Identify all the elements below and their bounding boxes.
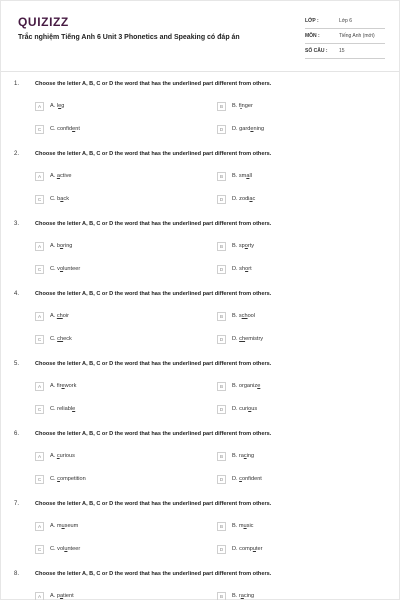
answer-option[interactable] — [217, 591, 254, 600]
option-text-part: sic — [246, 523, 254, 529]
question-item — [1, 571, 400, 600]
option-text — [50, 546, 80, 552]
underlined-part: e — [250, 126, 254, 132]
meta-value: Lớp 6 — [339, 18, 353, 24]
option-text-part: zodi — [239, 196, 250, 202]
underlined-part: a — [59, 593, 64, 599]
question-item — [1, 81, 400, 151]
underlined-part: e — [61, 383, 65, 389]
question-text: Choose the letter A, B, C or D the word that has the underlined part different from others. — [35, 431, 272, 437]
question-number: 8. — [14, 571, 20, 577]
answer-option[interactable] — [35, 194, 69, 204]
option-text-part: s — [238, 313, 242, 319]
option-text — [232, 313, 255, 319]
option-text-part: b — [56, 243, 60, 249]
option-text-part: ra — [238, 453, 244, 459]
answer-option[interactable] — [217, 474, 262, 484]
option-text-part: C. — [50, 546, 58, 552]
option-text-part: rt — [248, 266, 252, 272]
option-text — [50, 523, 78, 529]
answer-option[interactable] — [217, 311, 255, 321]
answer-option[interactable] — [35, 381, 76, 391]
option-text — [232, 476, 262, 482]
option-text-part: sm — [238, 173, 247, 179]
option-text-part: work — [64, 383, 77, 389]
option-text-part: nger — [241, 103, 253, 109]
option-text-part: ter — [255, 546, 263, 552]
meta-value: Tiếng Anh (mới) — [339, 33, 375, 39]
underlined-part: a — [60, 196, 64, 202]
option-text-part: p — [56, 593, 60, 599]
question-number: 3. — [14, 221, 20, 227]
answer-option[interactable] — [35, 591, 74, 600]
option-text-part: D. — [232, 196, 240, 202]
option-text — [232, 336, 263, 342]
option-text-part: ool — [247, 313, 256, 319]
option-letter-box[interactable]: B — [217, 172, 226, 181]
option-letter-box[interactable]: A — [35, 242, 44, 251]
underlined-part: u — [243, 523, 247, 529]
option-text-part: r — [238, 593, 241, 599]
option-text-part: lunteer — [63, 266, 81, 272]
underlined-part: c — [57, 476, 60, 482]
option-letter-box[interactable]: C — [35, 265, 44, 274]
option-text-part: sh — [239, 266, 246, 272]
answer-option[interactable] — [35, 334, 72, 344]
option-text-part: gard — [239, 126, 251, 132]
option-letter-box[interactable]: A — [35, 382, 44, 391]
question-item — [1, 501, 400, 571]
answer-option[interactable] — [217, 544, 263, 554]
underlined-part: o — [59, 266, 64, 272]
option-text — [50, 383, 76, 389]
option-text-part: D. — [232, 476, 240, 482]
option-text-part: B. — [232, 313, 239, 319]
option-letter-box[interactable]: D — [217, 125, 226, 134]
answer-option[interactable] — [35, 124, 80, 134]
option-letter-box[interactable]: B — [217, 102, 226, 111]
option-text-part: D. — [232, 126, 240, 132]
option-text — [232, 243, 254, 249]
answer-option[interactable] — [35, 474, 86, 484]
option-text-part: f — [238, 103, 241, 109]
underlined-part: i — [240, 103, 242, 109]
option-text-part: C. — [50, 336, 58, 342]
option-text-part: v — [57, 266, 60, 272]
meta-label: LỚP : — [305, 18, 319, 24]
meta-row-subject — [305, 29, 385, 44]
option-letter-box[interactable]: B — [217, 242, 226, 251]
option-text-part: m — [238, 523, 244, 529]
option-text — [50, 196, 69, 202]
option-letter-box[interactable]: D — [217, 265, 226, 274]
option-letter-box[interactable]: C — [35, 335, 44, 344]
question-text: Choose the letter A, B, C or D the word that has the underlined part different from others. — [35, 151, 272, 157]
option-text-part: m — [56, 523, 62, 529]
underlined-part: ch — [239, 336, 246, 342]
option-text-part: C. — [50, 476, 58, 482]
option-text — [232, 383, 260, 389]
option-text-part: A. — [50, 593, 57, 599]
option-text-part: C. — [50, 126, 58, 132]
question-number: 2. — [14, 151, 20, 157]
option-letter-box[interactable]: B — [217, 592, 226, 600]
option-text-part: C. — [50, 196, 58, 202]
option-text-part: D. — [232, 406, 240, 412]
question-item — [1, 291, 400, 361]
question-text: Choose the letter A, B, C or D the word that has the underlined part different from others. — [35, 291, 272, 297]
option-letter-box[interactable]: B — [217, 522, 226, 531]
underlined-part: o — [59, 243, 64, 249]
answer-option[interactable] — [35, 101, 64, 111]
question-number: 4. — [14, 291, 20, 297]
option-text-part: oir — [62, 313, 69, 319]
answer-option[interactable] — [35, 264, 80, 274]
answer-option[interactable] — [35, 404, 75, 414]
option-text-part: A. — [50, 243, 57, 249]
option-text-part: A. — [50, 523, 57, 529]
question-text: Choose the letter A, B, C or D the word that has the underlined part different from others. — [35, 571, 272, 577]
option-text — [50, 173, 71, 179]
option-text-part: tient — [63, 593, 74, 599]
meta-label: SỐ CÂU : — [305, 48, 328, 54]
option-letter-box[interactable]: D — [217, 545, 226, 554]
underlined-part: a — [56, 173, 60, 179]
option-text-part: B. — [232, 103, 239, 109]
question-item — [1, 361, 400, 431]
option-text-part: ll — [249, 173, 252, 179]
header-divider — [1, 71, 400, 72]
option-text-part: C. — [50, 406, 58, 412]
question-number: 7. — [14, 501, 20, 507]
option-text-part: seum — [64, 523, 79, 529]
option-text-part: fir — [56, 383, 62, 389]
option-text-part: b — [57, 196, 61, 202]
option-text-part: eck — [63, 336, 72, 342]
underlined-part: ch — [241, 313, 248, 319]
worksheet-title: Trắc nghiệm Tiếng Anh 6 Unit 3 Phonetics and Speaking có đáp án — [18, 34, 240, 41]
answer-option[interactable] — [217, 521, 253, 531]
option-text — [50, 103, 64, 109]
option-text-part: us — [251, 406, 258, 412]
meta-label: MÔN : — [305, 33, 320, 39]
option-text — [232, 103, 253, 109]
underlined-part: o — [244, 243, 248, 249]
underlined-part: u — [61, 523, 65, 529]
question-text: Choose the letter A, B, C or D the word that has the underlined part different from others. — [35, 361, 272, 367]
option-text — [232, 546, 263, 552]
option-text-part: emistry — [245, 336, 264, 342]
underlined-part: e — [72, 126, 76, 132]
option-text-part: ctive — [59, 173, 72, 179]
option-text — [50, 266, 80, 272]
option-letter-box[interactable]: A — [35, 312, 44, 321]
option-text-part: vol — [57, 546, 65, 552]
option-text — [232, 196, 255, 202]
option-letter-box[interactable]: D — [217, 195, 226, 204]
meta-value: 15 — [339, 48, 345, 54]
option-text-part: ring — [63, 243, 73, 249]
option-text-part: nteer — [67, 546, 81, 552]
quizizz-logo: QUIZIZZ — [18, 15, 69, 29]
option-letter-box[interactable]: A — [35, 102, 44, 111]
answer-option[interactable] — [35, 241, 72, 251]
underlined-part: c — [243, 453, 247, 459]
option-letter-box[interactable]: D — [217, 405, 226, 414]
option-letter-box[interactable]: C — [35, 405, 44, 414]
underlined-part: o — [245, 266, 249, 272]
underlined-part: c — [239, 476, 242, 482]
option-text-part: B. — [232, 523, 239, 529]
option-text-part: ning — [253, 126, 265, 132]
option-text-part: D. — [232, 266, 240, 272]
option-text-part: D. — [232, 546, 240, 552]
option-text-part: B. — [232, 383, 239, 389]
underlined-part: a — [240, 593, 244, 599]
option-text-part: A. — [50, 173, 57, 179]
answer-option[interactable] — [35, 544, 80, 554]
question-item — [1, 151, 400, 221]
underlined-part: e — [58, 103, 62, 109]
option-text — [232, 126, 264, 132]
underlined-part: e — [257, 383, 261, 389]
answer-option[interactable] — [35, 521, 78, 531]
option-text — [50, 126, 80, 132]
answer-option[interactable] — [35, 171, 71, 181]
answer-option[interactable] — [217, 124, 264, 134]
underlined-part: e — [72, 406, 76, 412]
question-text: Choose the letter A, B, C or D the word that has the underlined part different from others. — [35, 221, 272, 227]
underlined-part: a — [246, 173, 250, 179]
option-text-part: rty — [247, 243, 255, 249]
option-text-part: comp — [239, 546, 253, 552]
underlined-part: ch — [56, 313, 63, 319]
option-text-part: curi — [239, 406, 249, 412]
underlined-part: u — [252, 546, 256, 552]
option-letter-box[interactable]: B — [217, 452, 226, 461]
option-text-part: organiz — [238, 383, 258, 389]
answer-option[interactable] — [217, 404, 257, 414]
option-text-part: ing — [246, 453, 255, 459]
option-letter-box[interactable]: C — [35, 195, 44, 204]
option-text — [50, 313, 69, 319]
question-text: Choose the letter A, B, C or D the word that has the underlined part different from others. — [35, 501, 272, 507]
option-letter-box[interactable]: C — [35, 545, 44, 554]
option-text — [232, 406, 257, 412]
option-text-part: C. — [50, 266, 58, 272]
option-letter-box[interactable]: A — [35, 522, 44, 531]
option-text-part: onfident — [241, 476, 262, 482]
question-item — [1, 221, 400, 291]
underlined-part: o — [248, 406, 252, 412]
question-number: 1. — [14, 81, 20, 87]
answer-option[interactable] — [217, 451, 254, 461]
option-text-part: l — [56, 103, 59, 109]
option-text-part: A. — [50, 383, 57, 389]
option-text — [232, 266, 252, 272]
option-text-part: c — [252, 196, 256, 202]
option-letter-box[interactable]: A — [35, 452, 44, 461]
option-text-part: ck — [63, 196, 69, 202]
option-text-part: urious — [59, 453, 75, 459]
underlined-part: c — [56, 453, 60, 459]
question-number: 6. — [14, 431, 20, 437]
answer-option[interactable] — [35, 311, 69, 321]
question-number: 5. — [14, 361, 20, 367]
option-text — [50, 406, 75, 412]
question-item — [1, 431, 400, 501]
option-letter-box[interactable]: A — [35, 592, 44, 600]
option-text — [232, 593, 254, 599]
option-text-part: B. — [232, 173, 239, 179]
answer-option[interactable] — [217, 171, 252, 181]
option-text-part: cing — [243, 593, 255, 599]
option-text — [50, 336, 72, 342]
option-text-part: B. — [232, 453, 239, 459]
option-text — [232, 173, 252, 179]
option-text-part: B. — [232, 593, 239, 599]
answer-option[interactable] — [217, 334, 263, 344]
answer-option[interactable] — [217, 264, 252, 274]
option-text-part: A. — [50, 103, 57, 109]
option-text — [232, 453, 254, 459]
option-letter-box[interactable]: B — [217, 312, 226, 321]
option-text-part: D. — [232, 336, 240, 342]
option-letter-box[interactable]: D — [217, 475, 226, 484]
option-letter-box[interactable]: C — [35, 475, 44, 484]
option-text-part: nt — [75, 126, 80, 132]
option-letter-box[interactable]: C — [35, 125, 44, 134]
option-letter-box[interactable]: B — [217, 382, 226, 391]
option-text-part: ompetition — [59, 476, 86, 482]
answer-option[interactable] — [217, 381, 260, 391]
option-text-part: sp — [238, 243, 245, 249]
option-text — [50, 476, 86, 482]
option-letter-box[interactable]: D — [217, 335, 226, 344]
question-text: Choose the letter A, B, C or D the word that has the underlined part different from others. — [35, 81, 272, 87]
underlined-part: u — [64, 546, 68, 552]
option-text-part: B. — [232, 243, 239, 249]
option-text-part: reliabl — [57, 406, 73, 412]
option-text-part: A. — [50, 313, 57, 319]
option-text — [50, 453, 75, 459]
answer-option[interactable] — [217, 194, 255, 204]
option-text-part: A. — [50, 453, 57, 459]
option-text-part: confid — [57, 126, 73, 132]
answer-option[interactable] — [35, 451, 75, 461]
underlined-part: a — [249, 196, 253, 202]
worksheet-meta — [305, 14, 385, 59]
option-text — [50, 243, 72, 249]
option-letter-box[interactable]: A — [35, 172, 44, 181]
option-text — [50, 593, 74, 599]
meta-row-class — [305, 14, 385, 29]
meta-row-count — [305, 44, 385, 59]
answer-option[interactable] — [217, 101, 253, 111]
option-text — [232, 523, 253, 529]
answer-option[interactable] — [217, 241, 254, 251]
underlined-part: ch — [57, 336, 64, 342]
option-text-part: g — [61, 103, 65, 109]
